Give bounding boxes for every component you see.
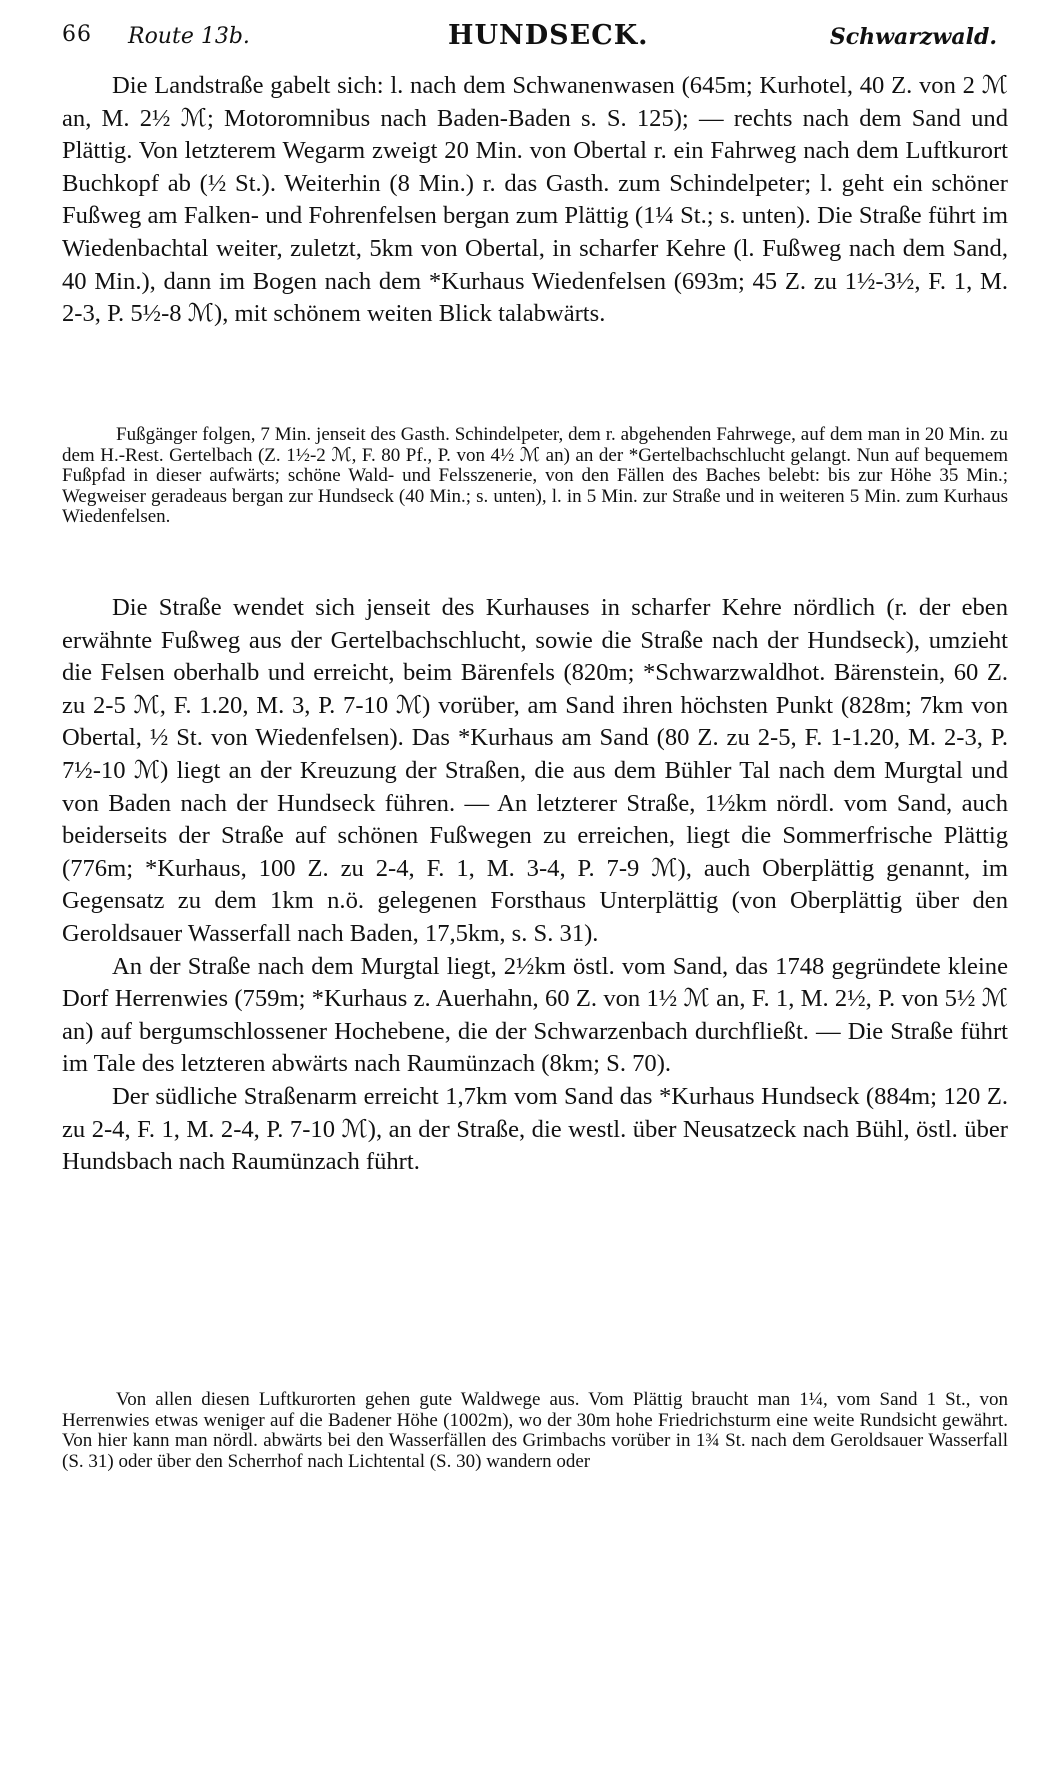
paragraph-block: [62, 70, 1008, 331]
region-label: Schwarzwald.: [829, 24, 997, 50]
paragraph-herrenwies: An der Straße nach dem Murgtal liegt, 2½km östl. vom Sand, das 1748 gegründete kleine Dorf Herrenwies (759m; *Kurhaus z. Auerhahn, 60 Z. von 1½ ℳ an, F. 1, M. 2½, P. von 5½ ℳ an) auf bergumschlossener Hochebene, die der Schwarzenbach durchfließt. — Die Straße führt im Tale des letzteren abwärts nach Raumünzach (8km; S. 70).: [62, 952, 1008, 1078]
footnote-block: [62, 425, 1008, 528]
paragraph-sand-plaettig: Die Straße wendet sich jenseit des Kurhauses in scharfer Kehre nördlich (r. der eben erwähnte Fußweg aus der Gertelbachschlucht, sowie die Straße nach der Hundseck), umzieht die Felsen oberhalb und erreicht, beim Bärenfels (820m; *Schwarzwaldhot. Bärenstein, 60 Z. zu 2-5 ℳ, F. 1.20, M. 3, P. 7-10 ℳ) vorüber, am Sand ihren höchsten Punkt (828m; 7km von Obertal, ½ St. von Wiedenfelsen). Das *Kurhaus am Sand (80 Z. zu 2-5, F. 1-1.20, M. 2-3, P. 7½-10 ℳ) liegt an der Kreuzung der Straßen, die aus dem Bühler Tal nach dem Murgtal und von Baden nach der Hundseck führen. — An letzterer Straße, 1½km nördl. vom Sand, auch beiderseits der Straße auf schönen Fußwegen zu erreichen, liegt die Sommerfrische Plättig (776m; *Kurhaus, 100 Z. zu 2-4, F. 1, M. 3-4, P. 7-9 ℳ), auch Oberplättig genannt, im Gegensatz zu dem 1km n.ö. gelegenen Forsthaus Unterplättig (von Oberplättig über den Geroldsauer Wasserfall nach Baden, 17,5km, s. S. 31).: [62, 594, 1008, 947]
footnote-block: [62, 1390, 1008, 1472]
page-title: HUNDSECK.: [448, 20, 649, 51]
running-header: [62, 22, 997, 62]
paragraph-schwanenwasen: Die Landstraße gabelt sich: l. nach dem Schwanenwasen (645m; Kurhotel, 40 Z. von 2 ℳ an, M. 2½ ℳ; Motoromnibus nach Baden-Baden s. S. 125); — rechts nach dem Sand und Plättig. Von letzterem Wegarm zweigt 20 Min. von Obertal r. ein Fahrweg nach dem Luftkurort Buchkopf ab (½ St.). Weiterhin (8 Min.) r. das Gasth. zum Schindelpeter; l. geht ein schöner Fußweg am Falken- und Fohrenfelsen bergan zum Plättig (1¼ St.; s. unten). Die Straße führt im Wiedenbachtal weiter, zuletzt, 5km von Obertal, in scharfer Kehre (l. Fußweg nach dem Sand, 40 Min.), dann im Bogen nach dem *Kurhaus Wiedenfelsen (693m; 45 Z. zu 1½-3½, F. 1, M. 2-3, P. 5½-8 ℳ), mit schönem weiten Blick talabwärts.: [62, 72, 1008, 328]
page-number: 66: [62, 22, 92, 47]
paragraph-badener-hoehe: Von allen diesen Luftkurorten gehen gute Waldwege aus. Vom Plättig braucht man 1¼, vom Sand 1 St., von Herrenwies etwas weniger auf die Badener Höhe (1002m), wo der 30m hohe Friedrichsturm eine weite Rundsicht gewährt. Von hier kann man nördl. abwärts bei den Wasserfällen des Grimbachs vorüber in 1¾ St. nach dem Geroldsauer Wasserfall (S. 31) oder über den Scherrhof nach Lichtental (S. 30) wandern oder: [62, 1389, 1008, 1472]
paragraph-gertelbachschlucht: Fußgänger folgen, 7 Min. jenseit des Gasth. Schindelpeter, dem r. abgehenden Fahrwege, auf dem man in 20 Min. zu dem H.-Rest. Gertelbach (Z. 1½-2 ℳ, F. 80 Pf., P. von 4½ ℳ an) an der *Gertelbachschlucht gelangt. Nun auf bequemem Fußpfad in dieser aufwärts; schöne Wald- und Felsszenerie, von den Fällen des Baches belebt: bis zur Höhe 35 Min.; Wegweiser geradeaus bergan zur Hundseck (40 Min.; s. unten), l. in 5 Min. zur Straße und in weiteren 5 Min. zum Kurhaus Wiedenfelsen.: [62, 424, 1008, 528]
paragraph-block: [62, 592, 1008, 1179]
route-label: Route 13b.: [128, 24, 250, 49]
paragraph-hundseck: Der südliche Straßenarm erreicht 1,7km vom Sand das *Kurhaus Hundseck (884m; 120 Z. zu 2-4, F. 1, M. 2-4, P. 7-10 ℳ), an der Straße, die westl. über Neusatzeck nach Bühl, östl. über Hundsbach nach Raumünzach führt.: [62, 1082, 1008, 1176]
